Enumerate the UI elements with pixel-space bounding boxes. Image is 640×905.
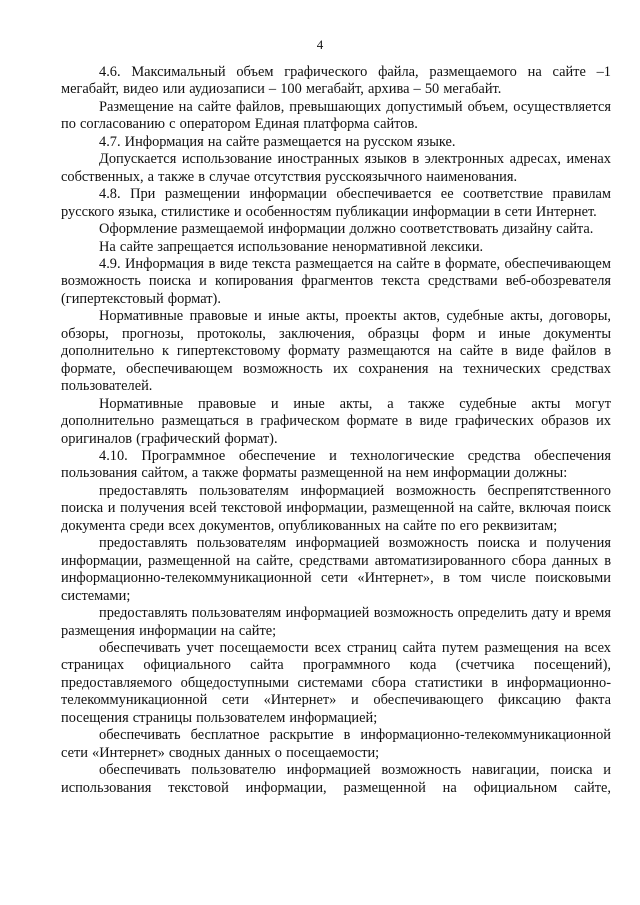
paragraph-design-compliance: Оформление размещаемой информации должно соответствовать дизайну сайта. bbox=[99, 221, 594, 238]
paragraph-file-size-approval: Размещение на сайте файлов, превышающих допустимый объем, осуществляется по согласованию с оператором Единая платформа сайтов. bbox=[61, 98, 611, 133]
list-item-search-by-details: предоставлять пользователям информацией возможность беспрепятственного поиска и получения всей текстовой информации, размещенной на сайте, включая поиск документа среди всех документов, опубликованных на сайте по его реквизитам; bbox=[61, 482, 611, 534]
list-item-navigation: обеспечивать пользователю информацией возможность навигации, поиска и использования текстовой информации, размещенной на официальном сайте, bbox=[61, 762, 611, 796]
paragraph-normative-acts-files: Нормативные правовые и иные акты, проекты актов, судебные акты, договоры, обзоры, прогнозы, протоколы, заключения, образцы форм и иные документы дополнительно к гипертекстовому формату размещаются на сайте в виде файлов в формате, обеспечивающем возможность их сохранения на технических средствах пользователей. bbox=[61, 308, 611, 395]
page-number: 4 bbox=[316, 37, 324, 52]
paragraph-4-10: 4.10. Программное обеспечение и технологические средства обеспечения пользования сайтом, а также форматы размещенной на нем информации должны: bbox=[61, 447, 611, 482]
paragraph-4-6: 4.6. Максимальный объем графического файла, размещаемого на сайте –1 мегабайт, видео или аудиозаписи – 100 мегабайт, архива – 50 мегабайт. bbox=[61, 64, 611, 98]
paragraph-foreign-languages: Допускается использование иностранных языков в электронных адресах, именах собственных, а также в случае отсутствия русскоязычного наименования. bbox=[61, 151, 611, 185]
paragraph-graphic-format: Нормативные правовые и иные акты, а также судебные акты могут дополнительно размещаться в графическом формате в виде графических образов их оригиналов (графический формат). bbox=[61, 395, 611, 447]
document-body bbox=[61, 64, 611, 797]
paragraph-profanity-ban: На сайте запрещается использование ненормативной лексики. bbox=[99, 238, 484, 255]
paragraph-4-7: 4.7. Информация на сайте размещается на русском языке. bbox=[99, 133, 456, 150]
paragraph-4-8: 4.8. При размещении информации обеспечивается ее соответствие правилам русского языка, стилистике и особенностям публикации информации в сети Интернет. bbox=[61, 186, 611, 220]
list-item-automated-collection: предоставлять пользователям информацией возможность поиска и получения информации, размещенной на сайте, средствами автоматизированного сбора данных в информационно-телекоммуникационной сети «Интернет», в том числе поисковыми системами; bbox=[61, 535, 611, 604]
list-item-publication-date: предоставлять пользователям информацией возможность определить дату и время размещения информации на сайте; bbox=[61, 605, 611, 639]
list-item-traffic-disclosure: обеспечивать бесплатное раскрытие в информационно-телекоммуникационной сети «Интернет» сводных данных о посещаемости; bbox=[61, 727, 611, 761]
paragraph-4-9: 4.9. Информация в виде текста размещается на сайте в формате, обеспечивающем возможность поиска и копирования фрагментов текста средствами веб-обозревателя (гипертекстовый формат). bbox=[61, 255, 611, 307]
list-item-visit-counter: обеспечивать учет посещаемости всех страниц сайта путем размещения на всех страницах официального сайта программного кода (счетчика посещений), предоставляемого общедоступными системами сбора статистики в информационно-телекоммуникационной сети «Интернет» и обеспечивающего фиксацию факта посещения страницы пользователем информацией; bbox=[61, 639, 611, 726]
